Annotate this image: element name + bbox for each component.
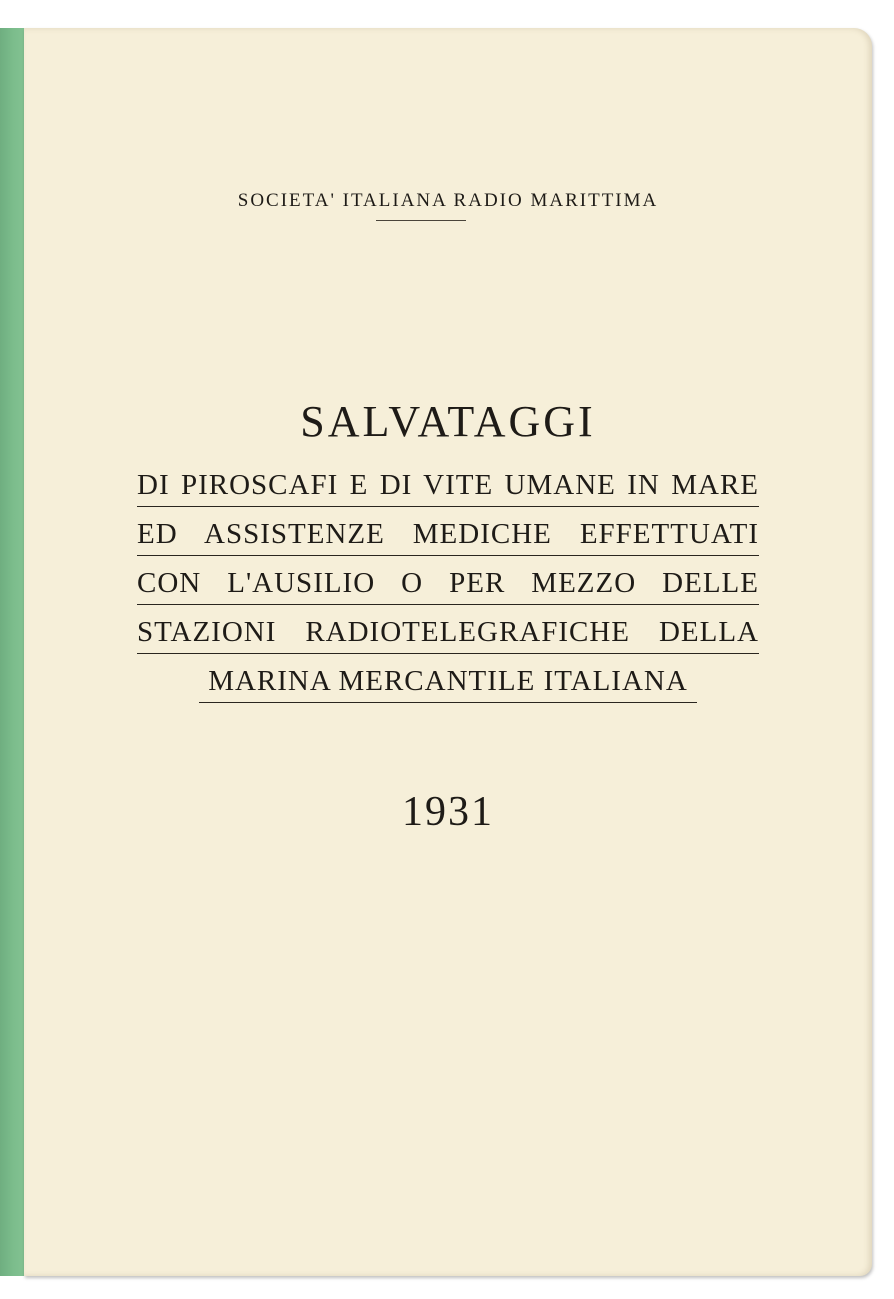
publisher-name: SOCIETA' ITALIANA RADIO MARITTIMA [237, 190, 659, 211]
subtitle-line: DI PIROSCAFI E DI VITE UMANE IN MARE [137, 470, 759, 507]
publisher-divider [376, 220, 466, 221]
title-page [24, 28, 872, 1276]
subtitle-line: CON L'AUSILIO O PER MEZZO DELLE [137, 568, 759, 605]
document-title: SALVATAGGI [300, 397, 596, 446]
document-subtitle [24, 470, 872, 715]
publication-year: 1931 [402, 789, 494, 835]
subtitle-line: MARINA MERCANTILE ITALIANA [199, 666, 697, 703]
subtitle-line: ED ASSISTENZE MEDICHE EFFETTUATI [137, 519, 759, 556]
subtitle-line: STAZIONI RADIOTELEGRAFICHE DELLA [137, 617, 759, 654]
